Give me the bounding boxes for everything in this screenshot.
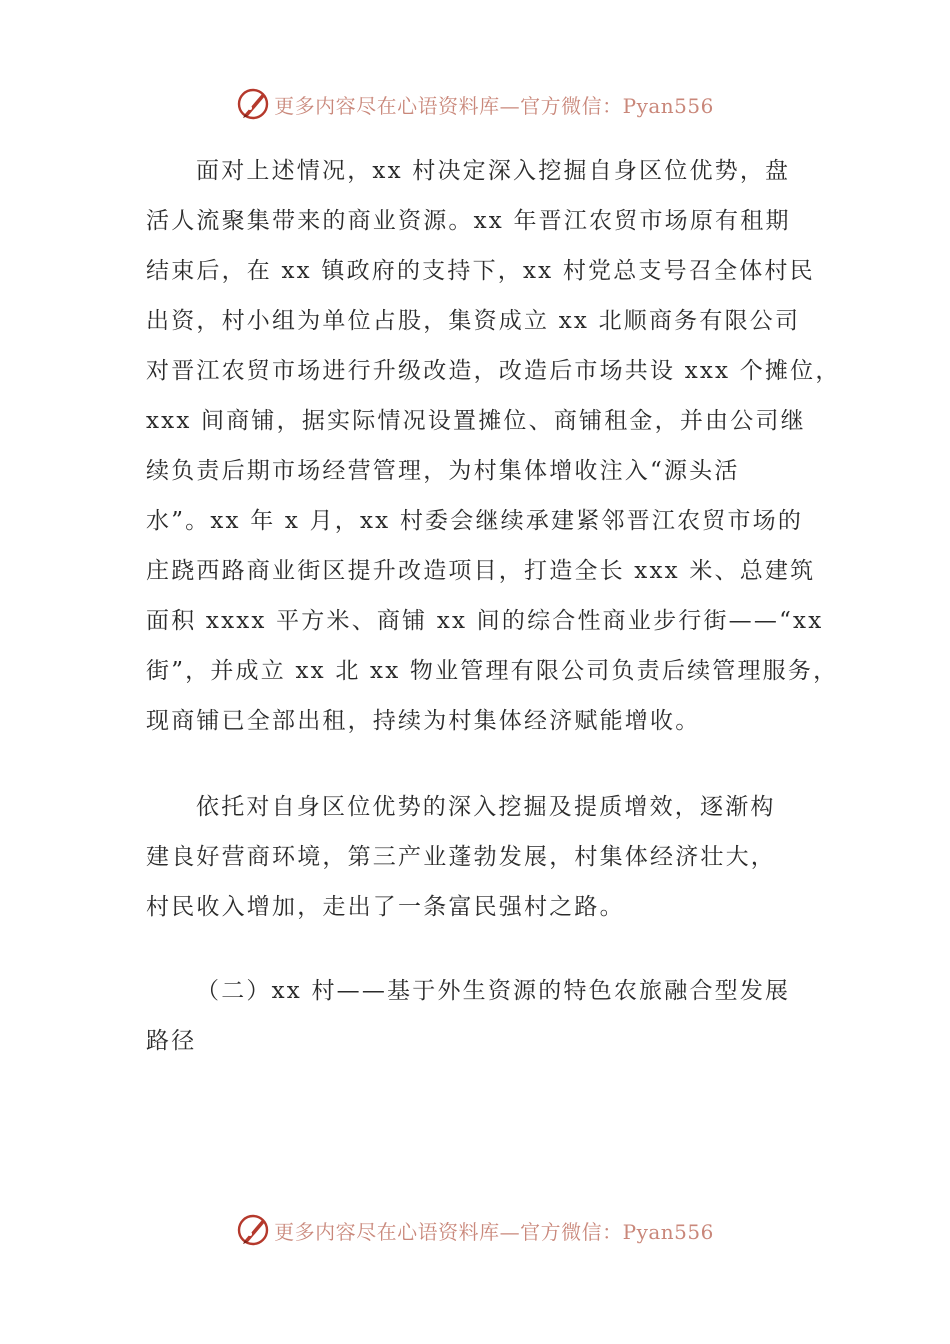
text-line: 街”，并成立 xx 北 xx 物业管理有限公司负责后续管理服务，	[146, 658, 839, 684]
text-line: 出资，村小组为单位占股，集资成立 xx 北顺商务有限公司	[146, 308, 801, 334]
text-line: xxx 间商铺，据实际情况设置摊位、商铺租金，并由公司继	[146, 408, 806, 434]
pen-in-circle-icon	[236, 87, 270, 121]
text-line: 续负责后期市场经营管理，为村集体增收注入“源头活	[146, 458, 740, 484]
text-line: 水”。xx 年 x 月，xx 村委会继续承建紧邻晋江农贸市场的	[146, 508, 804, 534]
text-line: 现商铺已全部出租，持续为村集体经济赋能增收。	[146, 708, 701, 734]
text-line: 活人流聚集带来的商业资源。xx 年晋江农贸市场原有租期	[146, 208, 791, 234]
section-heading-line: 路径	[146, 1028, 197, 1054]
text-line: 依托对自身区位优势的深入挖掘及提质增效，逐渐构	[196, 794, 776, 820]
pen-in-circle-icon	[236, 1213, 270, 1247]
watermark-text: 更多内容尽在心语资料库—官方微信：Pyan556	[274, 93, 714, 118]
watermark-banner-bottom	[0, 1210, 950, 1250]
text-line: 面对上述情况，xx 村决定深入挖掘自身区位优势，盘	[196, 158, 791, 184]
text-line: 对晋江农贸市场进行升级改造，改造后市场共设 xxx 个摊位，	[146, 358, 841, 384]
text-line: 结束后，在 xx 镇政府的支持下，xx 村党总支号召全体村民	[146, 258, 815, 284]
section-heading-line: （二）xx 村——基于外生资源的特色农旅融合型发展	[196, 978, 791, 1004]
watermark-text: 更多内容尽在心语资料库—官方微信：Pyan556	[274, 1219, 714, 1244]
text-line: 建良好营商环境，第三产业蓬勃发展，村集体经济壮大，	[146, 844, 776, 870]
text-line: 面积 xxxx 平方米、商铺 xx 间的综合性商业步行街——“xx	[146, 608, 824, 634]
watermark-banner-top	[0, 84, 950, 124]
text-line: 庄跷西路商业街区提升改造项目，打造全长 xxx 米、总建筑	[146, 558, 816, 584]
text-line: 村民收入增加，走出了一条富民强村之路。	[146, 894, 625, 920]
